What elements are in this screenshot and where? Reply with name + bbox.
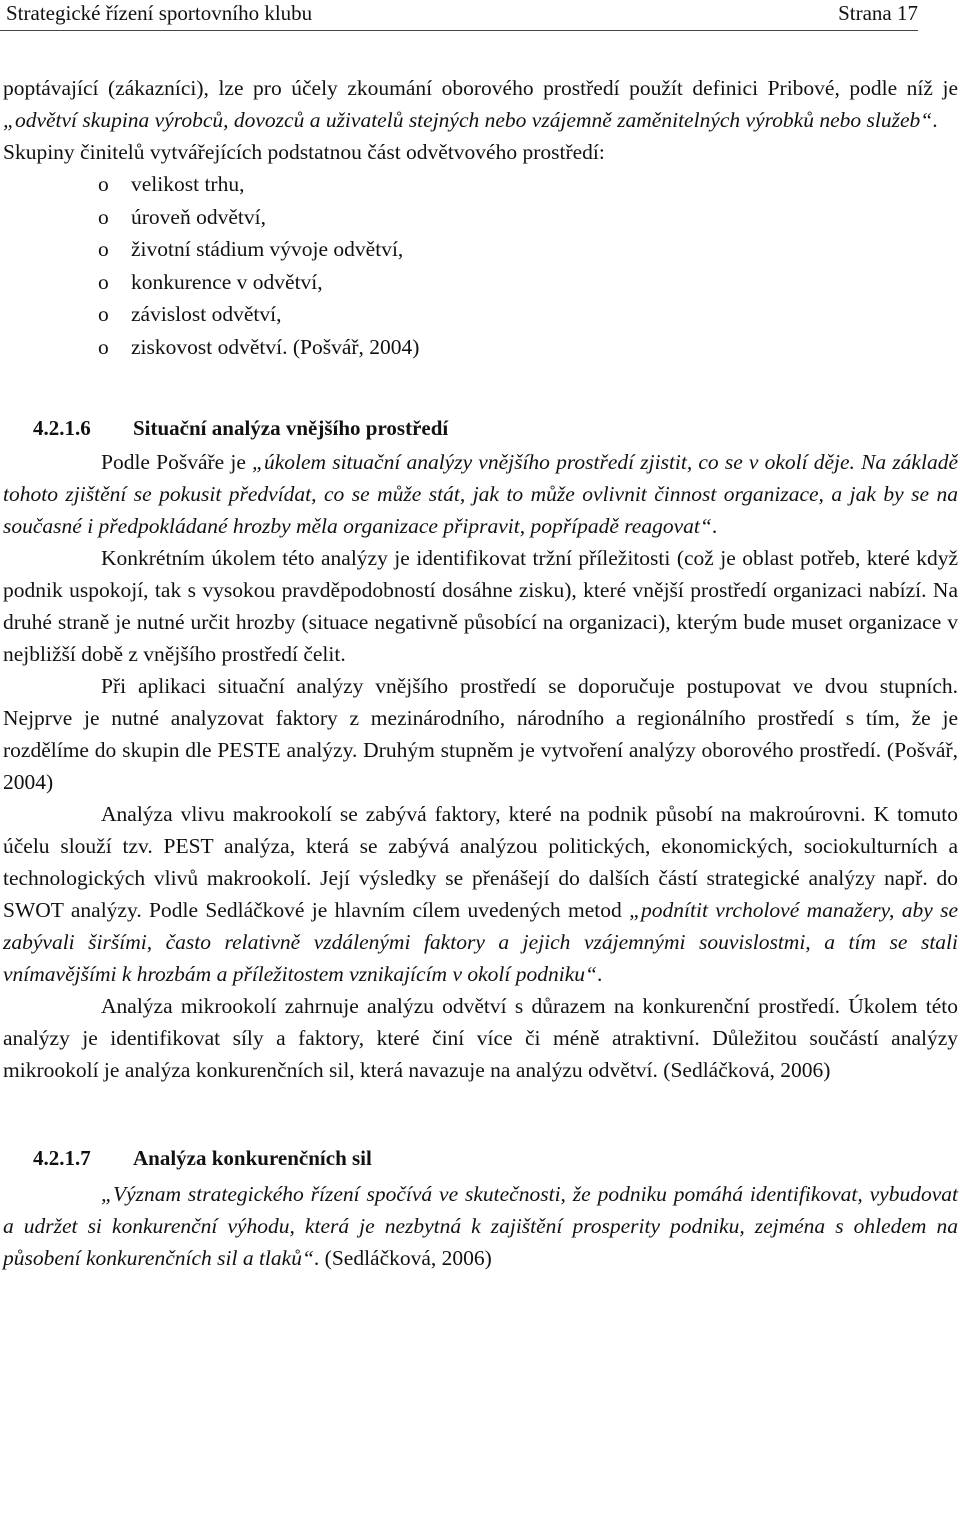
paragraph <box>3 446 958 542</box>
quote: „úkolem situační analýzy vnějšího prostředí zjistit, co se v okolí děje. Na základě tohoto zjištění se pokusit předvídat, co se může stát, jak to může ovlivnit činnost organizace, a jak by se na současné i předpokládané hrozby měla organizace připravit, popřípadě reagovat“ <box>3 449 958 538</box>
intro-quote: „odvětví skupina výrobců, dovozců a uživatelů stejných nebo vzájemně zaměnitelných výrobků nebo služeb“ <box>3 108 933 132</box>
paragraph-text: Analýza vlivu makrookolí se zabývá faktory, které na podnik působí na makroúrovni. K tomuto účelu slouží tzv. PEST analýza, která se zabývá analýzou politických, ekonomických, sociokulturních a technologických vlivů makrookolí. Její výsledky se přenášejí do dalších částí strategické analýzy např. do SWOT analýzy. Podle Sedláčkové je hlavním cílem uvedených metod <box>3 801 958 922</box>
section-heading-situational <box>3 412 958 444</box>
list-item-label: životní stádium vývoje odvětví, <box>131 237 404 262</box>
paragraph-text: Podle Pošváře je <box>101 449 253 474</box>
section-title: Analýza konkurenčních sil <box>133 1145 372 1170</box>
list-item <box>3 201 958 234</box>
bullet: o <box>98 302 109 327</box>
list-item <box>3 266 958 299</box>
paragraph: Analýza mikrookolí zahrnuje analýzu odvětví s důrazem na konkurenční prostředí. Úkolem této analýzy je identifikovat síly a faktory, které činí více či méně atraktivní. Důležitou součástí analýzy mikrookolí je analýza konkurenčních sil, která navazuje na analýzu odvětví. (Sedláčková, 2006) <box>3 993 958 1082</box>
intro-paragraph <box>3 72 958 136</box>
page-content <box>3 72 958 1274</box>
paragraph: Konkrétním úkolem této analýzy je identifikovat tržní příležitosti (což je oblast potřeb, které když podnik uspokojí, tak s vysokou pravděpodobností dosáhne zisku), které vnější prostředí organizaci nabízí. Na druhé straně je nutné určit hrozby (situace negativně působící na organizaci), kterým bude muset organizace v nejbližší době z vnějšího prostředí čelit. <box>3 545 958 666</box>
intro-text-end: . <box>932 108 938 132</box>
section-number: 4.2.1.7 <box>33 1145 91 1170</box>
page-header <box>0 0 918 31</box>
paragraph <box>3 798 958 990</box>
document-title: Strategické řízení sportovního klubu <box>6 1 313 25</box>
list-item <box>3 298 958 331</box>
paragraph-text-end: . <box>596 961 603 986</box>
bullet: o <box>98 172 109 196</box>
list-item <box>3 168 958 201</box>
quote: „Význam strategického řízení spočívá ve skutečnosti, že podniku pomáhá identifikovat, vybudovat a udržet si konkurenční výhodu, která je nezbytná k zajištění prosperity podniku, zejména s ohledem na působení konkurenčních sil a tlaků“ <box>3 1181 958 1270</box>
list-item-label: úroveň odvětví, <box>131 204 266 229</box>
bullet: o <box>98 204 109 229</box>
list-item-label: závislost odvětví, <box>131 302 282 327</box>
quote: „podnítit vrcholové manažery, aby se zabývali širšími, často relativně vzdálenými faktory a jejich vzájemnými souvislostmi, a tím se stali vnímavějšími k hrozbám a příležitostem vznikajícím v okolí podniku“ <box>3 897 959 986</box>
factor-list <box>3 168 958 364</box>
paragraph-text-end: . <box>711 513 718 538</box>
intro-text: poptávající (zákazníci), lze pro účely zkoumání oborového prostředí použít definici Pribové, podle níž je <box>3 76 958 100</box>
page-number: Strana 17 <box>838 1 918 25</box>
bullet: o <box>98 269 109 294</box>
section-title: Situační analýza vnějšího prostředí <box>133 415 449 440</box>
quote-paragraph <box>3 1178 958 1274</box>
paragraph: Při aplikaci situační analýzy vnějšího prostředí se doporučuje postupovat ve dvou stupních. Nejprve je nutné analyzovat faktory z mezinárodního, národního a regionálního prostředí s tím, že je rozdělíme do skupin dle PESTE analýzy. Druhým stupněm je vytvoření analýzy oborového prostředí. (Pošvář, 2004) <box>3 673 958 794</box>
groups-heading: Skupiny činitelů vytvářejících podstatnou část odvětvového prostředí: <box>3 140 605 164</box>
list-item-label: konkurence v odvětví, <box>131 269 323 294</box>
list-item-label: velikost trhu, <box>131 172 245 196</box>
citation: . (Sedláčková, 2006) <box>313 1245 492 1270</box>
bullet: o <box>98 334 109 359</box>
list-item-label: ziskovost odvětví. (Pošvář, 2004) <box>131 334 420 359</box>
bullet: o <box>98 237 109 262</box>
list-item <box>3 331 958 364</box>
section-heading-competitive <box>3 1142 958 1174</box>
section-number: 4.2.1.6 <box>33 415 91 440</box>
list-item <box>3 233 958 266</box>
